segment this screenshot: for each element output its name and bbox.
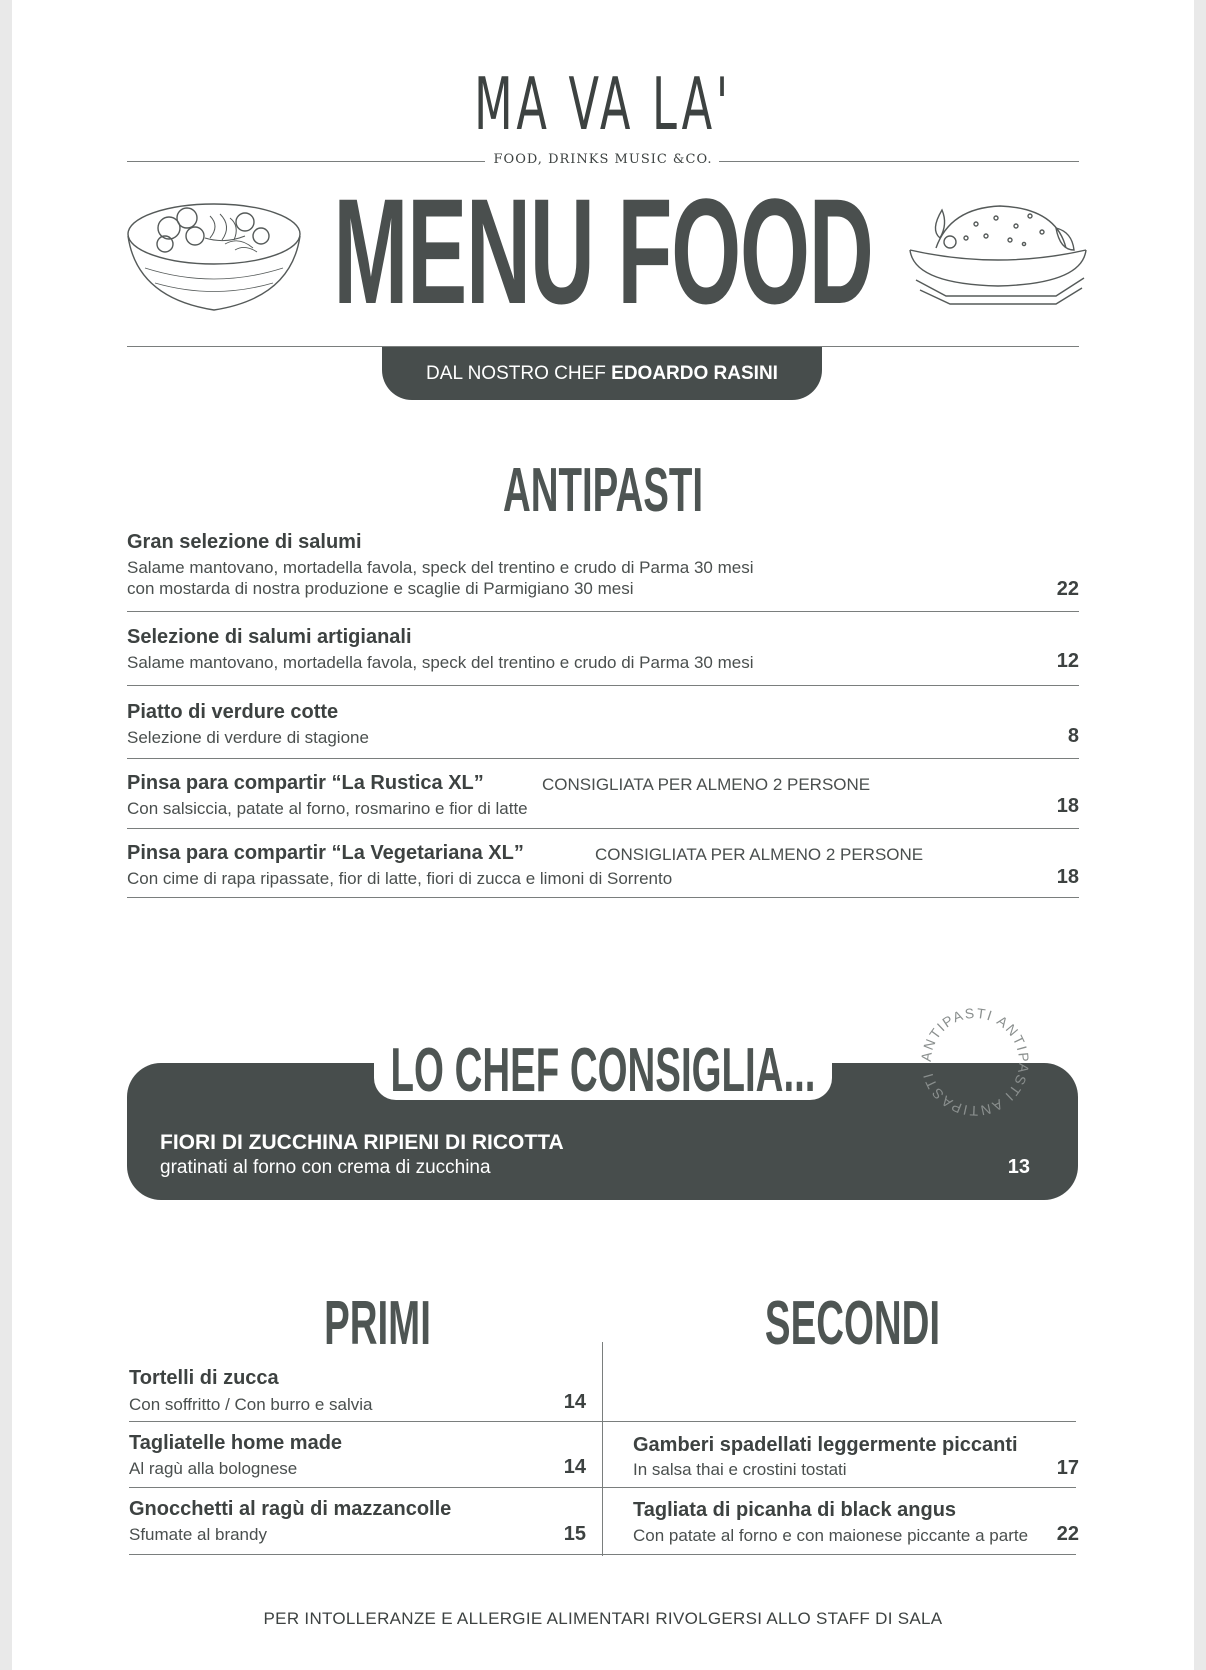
- brand-tagline: FOOD, DRINKS MUSIC &CO.: [493, 152, 713, 167]
- primi-item-desc: Al ragù alla bolognese: [129, 1459, 298, 1478]
- divider: [603, 1487, 1076, 1488]
- antipasti-item-desc: Selezione di verdure di stagione: [127, 728, 369, 747]
- primi-item-desc: Sfumate al brandy: [129, 1525, 267, 1544]
- chef-recommends-price: 13: [1007, 1156, 1030, 1178]
- stamp-text: ANTIPASTI ANTIPASTI ANTIPASTI: [917, 1004, 1033, 1120]
- antipasti-item-desc: Con cime di rapa ripassate, fior di latte, fiori di zucca e limoni di Sorrento: [127, 869, 673, 888]
- antipasti-item-note: CONSIGLIATA PER ALMENO 2 PERSONE: [595, 845, 924, 864]
- divider: [127, 897, 1079, 898]
- secondi-heading: SECONDI: [764, 1289, 941, 1358]
- secondi-item-name: Gamberi spadellati leggermente piccanti: [633, 1434, 1018, 1456]
- chef-recommends-heading: LO CHEF CONSIGLIA...: [390, 1036, 816, 1105]
- divider: [127, 828, 1079, 829]
- secondi-item-price: 17: [1056, 1457, 1079, 1479]
- chef-recommends-desc: gratinati al forno con crema di zucchina: [160, 1157, 491, 1178]
- chef-name: EDOARDO RASINI: [611, 363, 778, 384]
- antipasti-item-price: 18: [1056, 866, 1079, 888]
- chef-banner: [382, 347, 822, 400]
- antipasti-item-name: Selezione di salumi artigianali: [127, 626, 412, 648]
- primi-item-price: 15: [563, 1523, 586, 1545]
- antipasti-item-desc: Salame mantovano, mortadella favola, speck del trentino e crudo di Parma 30 mesi: [127, 653, 754, 672]
- antipasti-item-name: Pinsa para compartir “La Vegetariana XL”: [127, 842, 524, 864]
- antipasti-stamp-icon: [915, 1002, 1035, 1122]
- primi-item-name: Tagliatelle home made: [129, 1432, 343, 1454]
- antipasti-item-name: Pinsa para compartir “La Rustica XL”: [127, 772, 484, 794]
- brand-logo: MA VA LA': [474, 62, 732, 146]
- chef-prefix: DAL NOSTRO CHEF: [426, 363, 606, 384]
- secondi-item-desc: Con patate al forno e con maionese piccante a parte: [633, 1526, 1029, 1545]
- divider: [127, 758, 1079, 759]
- antipasti-item-price: 8: [1067, 725, 1079, 747]
- antipasti-heading: ANTIPASTI: [502, 456, 704, 525]
- secondi-item-name: Tagliata di picanha di black angus: [633, 1499, 957, 1521]
- antipasti-item-desc: Salame mantovano, mortadella favola, speck del trentino e crudo di Parma 30 mesi: [127, 558, 754, 577]
- antipasti-item-price: 12: [1056, 650, 1079, 672]
- primi-item-name: Gnocchetti al ragù di mazzancolle: [129, 1498, 452, 1520]
- antipasti-item-price: 22: [1056, 578, 1079, 600]
- allergy-notice: PER INTOLLERANZE E ALLERGIE ALIMENTARI RIVOLGERSI ALLO STAFF DI SALA: [263, 1609, 943, 1628]
- secondi-item-desc: In salsa thai e crostini tostati: [633, 1460, 847, 1479]
- antipasti-item-note: CONSIGLIATA PER ALMENO 2 PERSONE: [542, 775, 871, 794]
- secondi-item-price: 22: [1056, 1523, 1079, 1545]
- chef-recommends-name: FIORI DI ZUCCHINA RIPIENI DI RICOTTA: [160, 1131, 564, 1154]
- page-title: MENU FOOD: [333, 167, 873, 335]
- divider: [603, 1554, 1076, 1555]
- primi-heading: PRIMI: [324, 1289, 431, 1358]
- divider: [127, 685, 1079, 686]
- divider: [129, 1487, 602, 1488]
- plate-illustration-icon: [906, 200, 1090, 308]
- antipasti-item-name: Gran selezione di salumi: [127, 531, 362, 553]
- divider: [129, 1421, 602, 1422]
- divider: [603, 1421, 1076, 1422]
- divider: [129, 1554, 602, 1555]
- primi-item-price: 14: [563, 1456, 586, 1478]
- antipasti-item-price: 18: [1056, 795, 1079, 817]
- column-divider: [602, 1342, 603, 1556]
- antipasti-item-desc: con mostarda di nostra produzione e scaglie di Parmigiano 30 mesi: [127, 579, 634, 598]
- primi-item-name: Tortelli di zucca: [129, 1367, 279, 1389]
- divider: [719, 161, 1079, 162]
- primi-item-price: 14: [563, 1391, 586, 1413]
- divider: [127, 611, 1079, 612]
- antipasti-item-name: Piatto di verdure cotte: [127, 701, 339, 723]
- menu-page: [12, 0, 1194, 1670]
- antipasti-item-desc: Con salsiccia, patate al forno, rosmarino e fior di latte: [127, 799, 528, 818]
- primi-item-desc: Con soffritto / Con burro e salvia: [129, 1395, 373, 1414]
